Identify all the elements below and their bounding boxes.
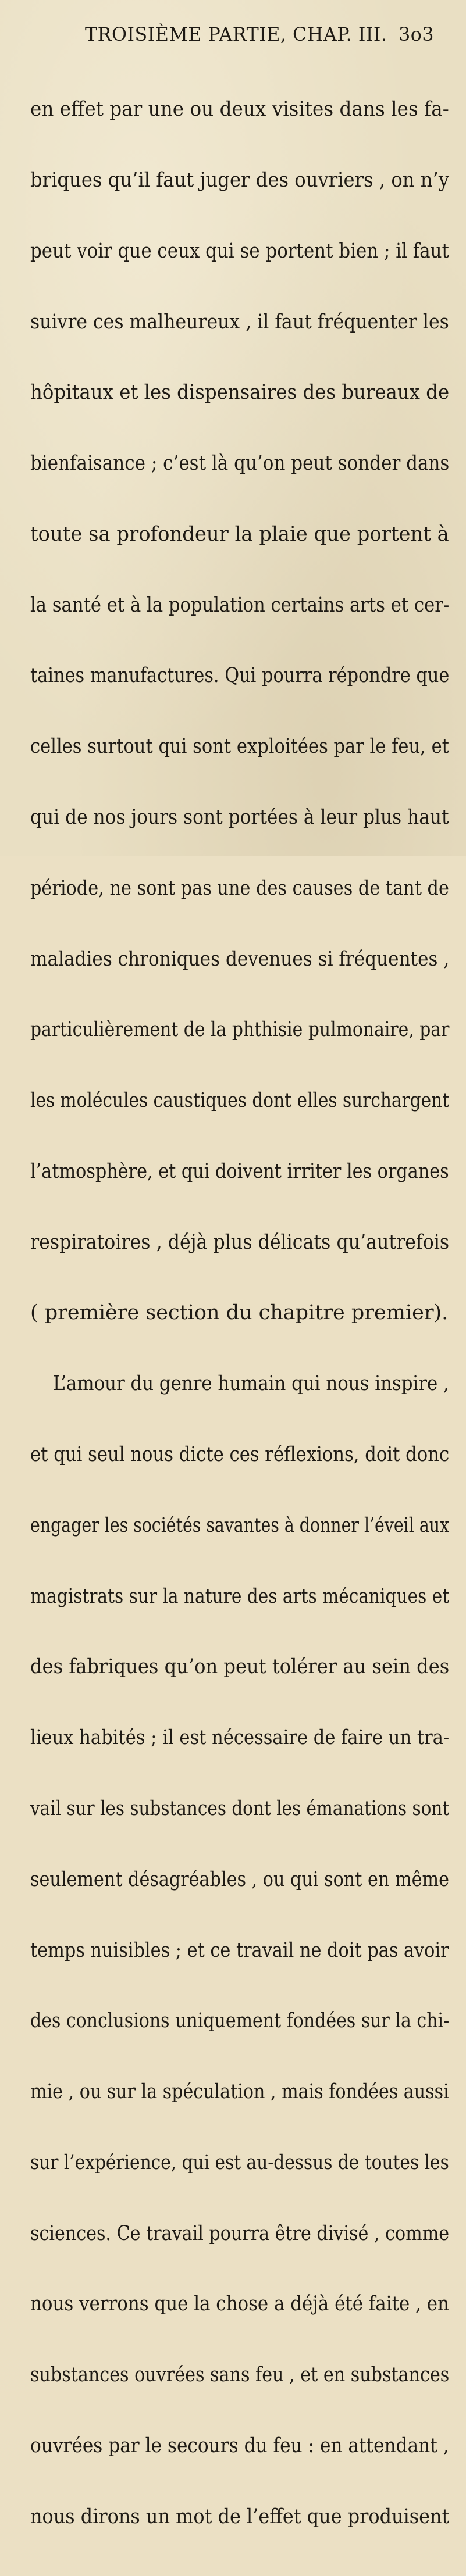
text-line: mie , ou sur la spéculation , mais fondées aussi (30, 2080, 449, 2104)
text-line: des conclusions uniquement fondées sur la chi- (30, 2009, 450, 2033)
text-line: toute sa profondeur la plaie que portent à (30, 522, 449, 546)
text-line: hôpitaux et les dispensaires des bureaux de (30, 381, 450, 405)
text-line: et qui seul nous dicte ces réflexions, doit donc (30, 1443, 450, 1467)
text-line: respiratoires , déjà plus délicats qu’autrefois (30, 1230, 450, 1254)
text-line: ouvrées par le secours du feu : en attendant , (30, 2434, 449, 2457)
text-line: lieux habités ; il est nécessaire de faire un tra- (30, 1726, 450, 1750)
text-line: sur l’expérience, qui est au-dessus de toutes les (30, 2150, 449, 2174)
text-line: les molécules caustiques dont elles surchargent (30, 1089, 450, 1113)
text-line: des fabriques qu’on peut tolérer au sein des (30, 1655, 450, 1679)
text-line: taines manufactures. Qui pourra répondre que (30, 664, 450, 688)
text-line: vail sur les substances dont les émanations sont (30, 1796, 450, 1820)
text-line: engager les sociétés savantes à donner l’éveil aux (30, 1513, 450, 1537)
text-line: ( première section du chapitre premier). (30, 1301, 449, 1325)
text-line: la santé et à la population certains arts et cer- (30, 593, 450, 617)
text-line: substances ouvrées sans feu , et en substances (30, 2363, 450, 2387)
text-line: maladies chroniques devenues si fréquentes , (30, 947, 450, 971)
text-line: nous verrons que la chose a déjà été faite , en (30, 2292, 449, 2316)
text-line: briques qu’il faut juger des ouvriers , on n’y (30, 168, 450, 192)
text-line: nous dirons un mot de l’effet que produisent (30, 2504, 450, 2528)
text-line: L’amour du genre humain qui nous inspire , (30, 1372, 449, 1396)
text-line: période, ne sont pas une des causes de tant de (30, 876, 449, 900)
text-line: suivre ces malheureux , il faut fréquenter les (30, 310, 449, 334)
text-line: bienfaisance ; c’est là qu’on peut sonder dans (30, 452, 450, 476)
text-line: l’atmosphère, et qui doivent irriter les organes (30, 1159, 449, 1183)
text-line: temps nuisibles ; et ce travail ne doit pas avoir (30, 1938, 449, 1962)
body-text (30, 51, 449, 2576)
text-line: peut voir que ceux qui se portent bien ; il faut (30, 239, 449, 263)
text-line: qui de nos jours sont portées à leur plus haut (30, 806, 449, 829)
text-line: sciences. Ce travail pourra être divisé , comme (30, 2221, 450, 2245)
text-line: particulièrement de la phthisie pulmonaire, par (30, 1018, 450, 1042)
page-number: 3o3 (399, 24, 434, 45)
running-title: TROISIÈME PARTIE, CHAP. III. (85, 24, 387, 45)
running-header (85, 21, 434, 49)
text-line: seulement désagréables , ou qui sont en même (30, 1867, 450, 1891)
text-line: celles surtout qui sont exploitées par le feu, et (30, 735, 449, 759)
text-line: en effet par une ou deux visites dans les fa- (30, 98, 449, 122)
text-line: magistrats sur la nature des arts mécaniques et (30, 1584, 450, 1608)
